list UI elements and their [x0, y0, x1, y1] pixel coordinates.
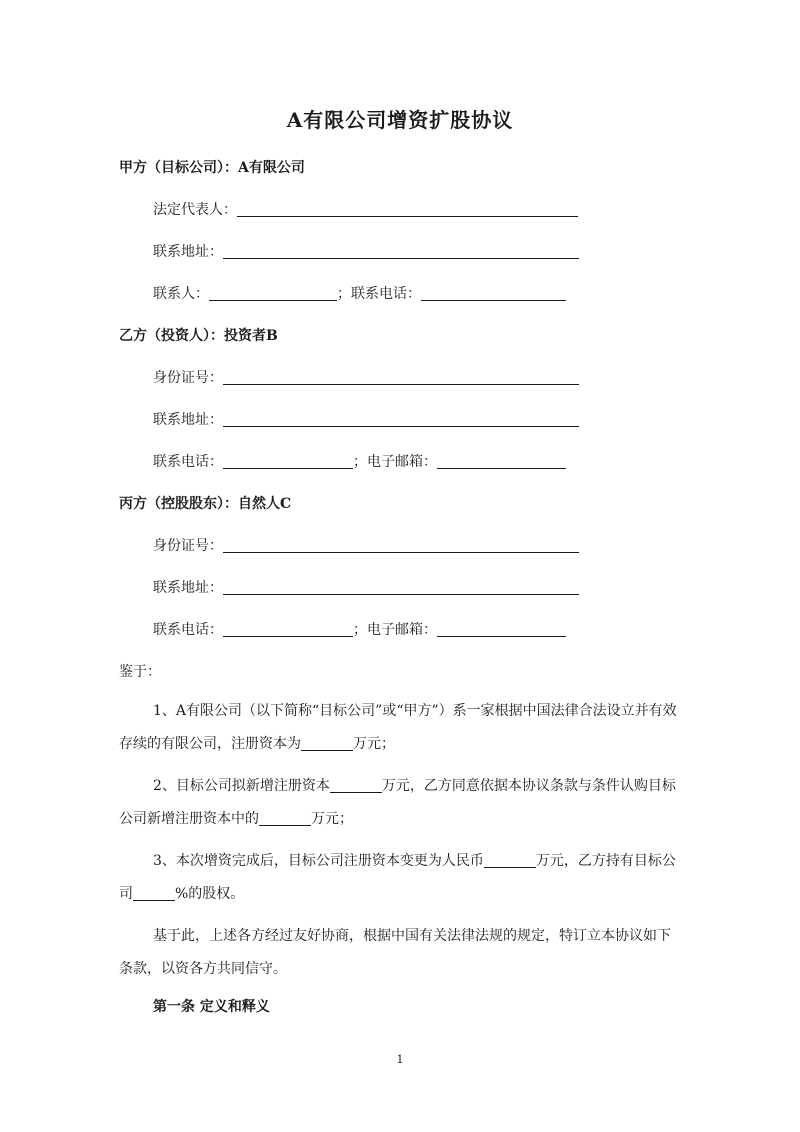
party-a-address-row — [153, 241, 579, 261]
whereas-clause-2 — [119, 770, 679, 836]
address-blank[interactable] — [223, 244, 579, 259]
clause-2-text-b: 万元，乙方同意依据本协议条款与条件认购目标公司新增注册资本中的 — [119, 778, 676, 827]
phone-label: ；联系电话： — [337, 286, 421, 302]
email-label: ；电子邮箱： — [353, 454, 437, 470]
phone-blank[interactable] — [223, 622, 353, 637]
address-label: 联系地址： — [153, 412, 223, 428]
clause-1-text: 1、A有限公司（以下简称“目标公司”或“甲方”）系一家根据中国法律合法设立并有效存续的有限公司，注册资本为 — [119, 703, 677, 752]
id-label: 身份证号： — [153, 538, 223, 554]
address-label: 联系地址： — [153, 580, 223, 596]
party-a-heading: 甲方（目标公司）：A有限公司 — [119, 160, 305, 176]
address-blank[interactable] — [223, 412, 579, 427]
address-label: 联系地址： — [153, 244, 223, 260]
party-a-legal-rep-row — [153, 199, 578, 219]
id-blank[interactable] — [223, 538, 579, 553]
id-blank[interactable] — [223, 370, 579, 385]
total-capital-blank[interactable] — [484, 853, 536, 868]
registered-capital-blank[interactable] — [301, 736, 353, 751]
address-blank[interactable] — [223, 580, 579, 595]
article-1-heading: 第一条 定义和释义 — [153, 999, 270, 1015]
contact-blank[interactable] — [209, 286, 337, 301]
legal-rep-label: 法定代表人： — [153, 202, 237, 218]
party-b-id-row — [153, 367, 579, 387]
clause-3-text: 3、本次增资完成后，目标公司注册资本变更为人民币 — [153, 853, 484, 869]
whereas-heading: 鉴于： — [119, 664, 161, 680]
contact-label: 联系人： — [153, 286, 209, 302]
clause-1-unit: 万元； — [353, 736, 395, 752]
party-c-id-row — [153, 535, 579, 555]
email-blank[interactable] — [437, 622, 566, 637]
equity-percent-blank[interactable] — [133, 886, 175, 901]
phone-blank[interactable] — [223, 454, 353, 469]
clause-2-text: 2、目标公司拟新增注册资本 — [153, 778, 330, 794]
party-a-contact-row — [153, 283, 566, 303]
party-c-phone-row — [153, 619, 566, 639]
new-capital-blank[interactable] — [330, 778, 382, 793]
phone-label: 联系电话： — [153, 622, 223, 638]
intro-paragraph: 基于此，上述各方经过友好协商，根据中国有关法律法规的规定，特订立本协议如下条款，以资各方共同信守。 — [119, 928, 671, 977]
phone-blank[interactable] — [421, 286, 566, 301]
whereas-clause-1 — [119, 695, 679, 761]
page-number: 1 — [396, 1053, 404, 1066]
party-c-address-row — [153, 577, 579, 597]
email-blank[interactable] — [437, 454, 566, 469]
email-label: ；电子邮箱： — [353, 622, 437, 638]
party-b-address-row — [153, 409, 579, 429]
party-c-heading: 丙方（控股股东）：自然人C — [119, 496, 292, 512]
subscribed-capital-blank[interactable] — [259, 811, 311, 826]
party-b-heading: 乙方（投资人）：投资者B — [119, 328, 278, 344]
party-b-phone-row — [153, 451, 566, 471]
legal-rep-blank[interactable] — [237, 202, 578, 217]
clause-2-unit: 万元； — [311, 811, 353, 827]
clause-3-unit: %的股权。 — [175, 886, 245, 902]
document-title: A有限公司增资扩股协议 — [286, 108, 514, 132]
id-label: 身份证号： — [153, 370, 223, 386]
phone-label: 联系电话： — [153, 454, 223, 470]
clause-3-text-b: 万元，乙方持有目标公司 — [119, 853, 676, 902]
whereas-clause-3 — [119, 845, 679, 911]
